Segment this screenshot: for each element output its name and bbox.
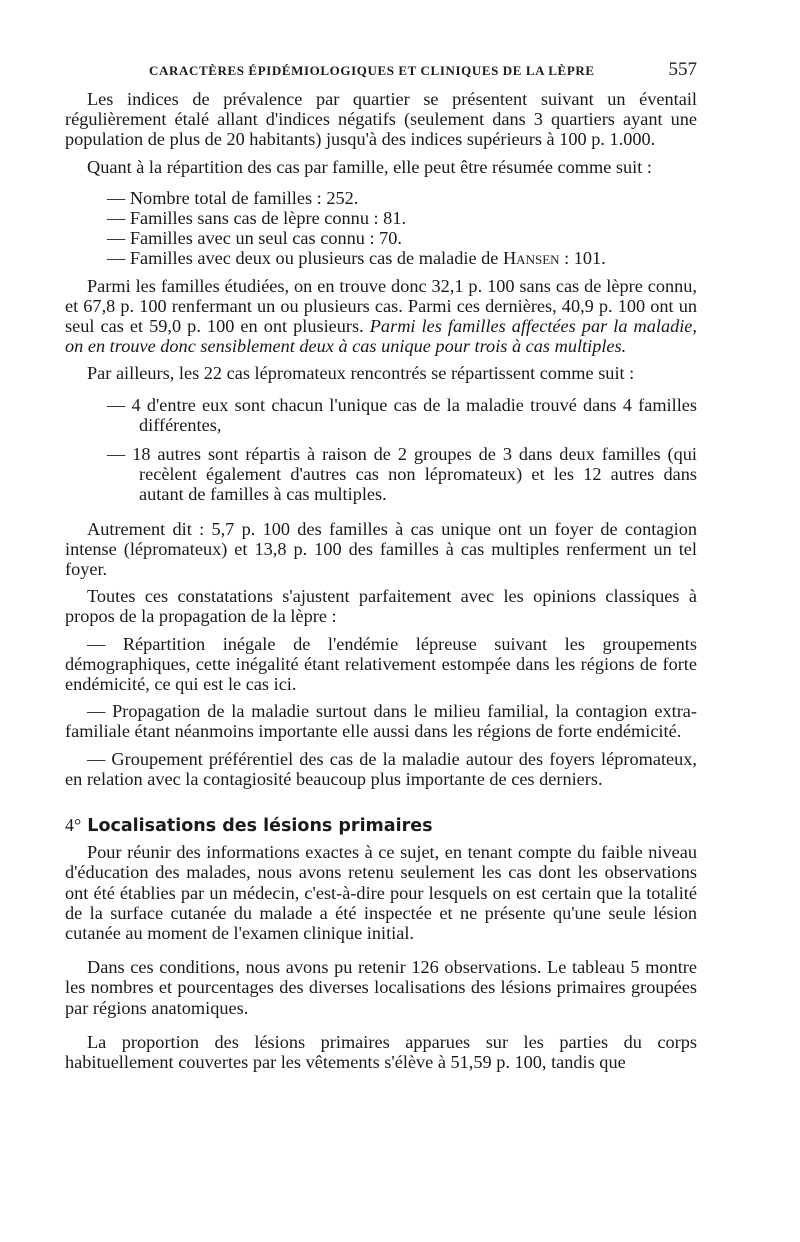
page — [65, 55, 697, 1072]
list-item: — Nombre total de familles : 252. — [107, 187, 359, 208]
list-item — [107, 248, 697, 268]
paragraph: Autrement dit : 5,7 p. 100 des familles à cas unique ont un foyer de contagion intense (lépromateux) et 13,8 p. 100 des familles à cas multiples renferment un tel foyer. — [65, 518, 697, 580]
section-title: Localisations des lésions primaires — [87, 816, 433, 837]
running-header — [65, 55, 697, 89]
paragraph-text: Parmi les familles étudiées, on en trouve donc 32,1 p. 100 sans cas de lèpre connu, et 67,8 p. 100 renfermant un ou plusieurs cas. Parmi ces dernières, 40,9 p. 100 ont un seul cas et 59,0 p. 100 en ont plusieurs. — [65, 275, 697, 337]
list-item-text: — Familles avec deux ou plusieurs cas de maladie de — [107, 248, 503, 269]
paragraph: Les indices de prévalence par quartier se présentent suivant un éventail régulièrement étalé allant d'indices négatifs (seulement dans 3 quartiers ayant une population de plus de 20 habitants) jusqu'à des indices supérieurs à 100 p. 1.000. — [65, 89, 697, 150]
section-heading — [65, 815, 697, 836]
paragraph — [65, 276, 697, 357]
family-list — [65, 188, 697, 269]
paragraph: Dans ces conditions, nous avons pu retenir 126 observations. Le tableau 5 montre les nombres et pourcentages des diverses localisations des lésions primaires groupées par régions anatomiques. — [65, 957, 697, 1018]
lepromatous-list — [65, 395, 697, 505]
paragraph: Quant à la répartition des cas par famille, elle peut être résumée comme suit : — [87, 156, 652, 177]
paragraph: — Répartition inégale de l'endémie lépreuse suivant les groupements démographiques, cette inégalité étant relativement estompée dans les régions de forte endémicité, ce qui est le cas ici. — [65, 633, 697, 695]
list-item: — 18 autres sont répartis à raison de 2 groupes de 3 dans deux familles (qui recèlent également d'autres cas non lépromateux) et les 12 autres dans autant de familles à cas multiples. — [107, 444, 697, 505]
section-number: 4° — [65, 815, 82, 836]
paragraph: Par ailleurs, les 22 cas lépromateux rencontrés se répartissent comme suit : — [87, 363, 635, 384]
page-number: 557 — [668, 59, 697, 80]
paragraph: La proportion des lésions primaires apparues sur les parties du corps habituellement couvertes par les vêtements s'élève à 51,59 p. 100, tandis que — [65, 1031, 697, 1072]
italic-conclusion: Parmi les familles affectées par la maladie, on en trouve donc sensiblement deux à cas unique pour trois à cas multiples. — [65, 316, 697, 357]
paragraph: — Groupement préférentiel des cas de la maladie autour des foyers lépromateux, en relation avec la contagiosité beaucoup plus importante de ces derniers. — [65, 748, 697, 789]
running-title: CARACTÈRES ÉPIDÉMIOLOGIQUES ET CLINIQUES DE LA LÈPRE — [149, 63, 595, 78]
paragraph: Pour réunir des informations exactes à ce sujet, en tenant compte du faible niveau d'éducation des malades, nous avons retenu seulement les cas dont les observations ont été établies par un médecin, c'est-à-dire pour lesquels on est certain que la totalité de la surface cutanée du malade a été inspectée et ne présente qu'une seule lésion cutanée au moment de l'examen clinique initial. — [65, 842, 697, 943]
paragraph: — Propagation de la maladie surtout dans le milieu familial, la contagion extra-familiale étant néanmoins importante elle aussi dans les régions de forte endémicité. — [65, 701, 697, 742]
list-item-text: : 101. — [559, 248, 606, 269]
paragraph: Toutes ces constatations s'ajustent parfaitement avec les opinions classiques à propos de la propagation de la lèpre : — [65, 586, 697, 627]
list-item: — Familles sans cas de lèpre connu : 81. — [107, 208, 407, 229]
author-name: Hansen — [502, 248, 560, 269]
list-item: — 4 d'entre eux sont chacun l'unique cas de la maladie trouvé dans 4 familles différentes, — [107, 394, 697, 435]
list-item: — Familles avec un seul cas connu : 70. — [107, 228, 402, 249]
